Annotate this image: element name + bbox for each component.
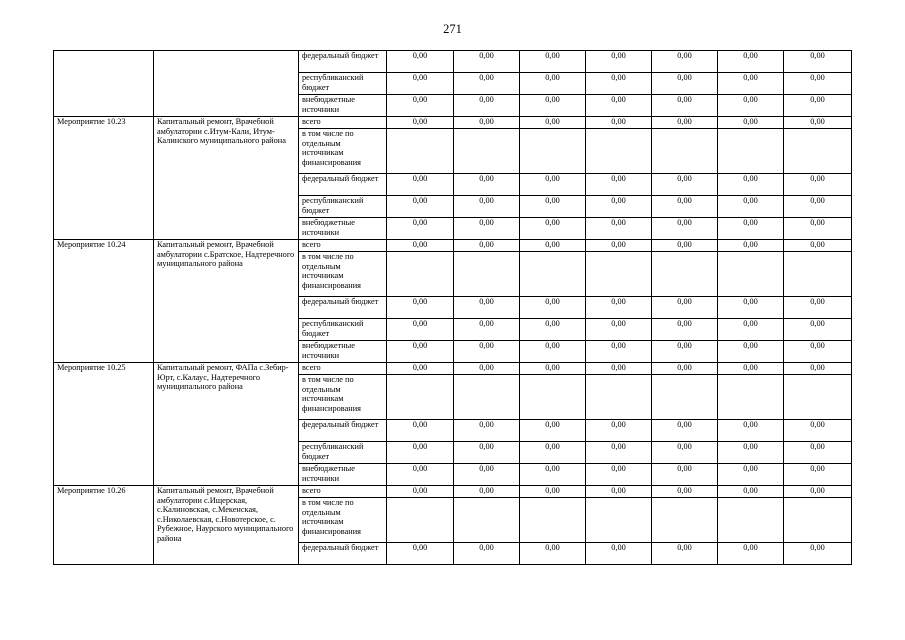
value-cell: 0,00 [784, 73, 852, 95]
value-cell: 0,00 [387, 319, 454, 341]
activity-name-cell: Мероприятие 10.23 [54, 117, 154, 240]
funding-source-cell: всего [299, 363, 387, 375]
value-cell: 0,00 [784, 174, 852, 196]
value-cell: 0,00 [520, 196, 586, 218]
value-cell: 0,00 [652, 341, 718, 363]
value-cell: 0,00 [784, 95, 852, 117]
funding-source-cell: внебюджетные источники [299, 95, 387, 117]
value-cell: 0,00 [586, 95, 652, 117]
activity-name-cell: Мероприятие 10.26 [54, 486, 154, 565]
value-cell: 0,00 [718, 464, 784, 486]
value-cell: 0,00 [652, 73, 718, 95]
value-cell: 0,00 [387, 363, 454, 375]
value-cell: 0,00 [520, 240, 586, 252]
funding-source-cell: республиканский бюджет [299, 442, 387, 464]
value-cell: 0,00 [454, 442, 520, 464]
value-cell [520, 498, 586, 543]
value-cell: 0,00 [652, 95, 718, 117]
value-cell [652, 129, 718, 174]
value-cell: 0,00 [586, 363, 652, 375]
value-cell: 0,00 [652, 117, 718, 129]
value-cell [520, 129, 586, 174]
value-cell: 0,00 [387, 95, 454, 117]
value-cell: 0,00 [387, 297, 454, 319]
value-cell: 0,00 [586, 174, 652, 196]
value-cell: 0,00 [652, 486, 718, 498]
activity-description-cell: Капитальный ремонт, ФАПа с.Зебир-Юрт, с.Калаус, Надтеречного муниципального района [154, 363, 299, 486]
value-cell [520, 375, 586, 420]
table-row [54, 363, 852, 375]
value-cell: 0,00 [718, 95, 784, 117]
value-cell: 0,00 [520, 464, 586, 486]
value-cell [387, 498, 454, 543]
value-cell: 0,00 [520, 363, 586, 375]
value-cell: 0,00 [520, 174, 586, 196]
value-cell: 0,00 [387, 196, 454, 218]
value-cell: 0,00 [387, 73, 454, 95]
value-cell: 0,00 [784, 319, 852, 341]
value-cell: 0,00 [586, 420, 652, 442]
value-cell: 0,00 [784, 363, 852, 375]
value-cell: 0,00 [586, 297, 652, 319]
value-cell [520, 252, 586, 297]
value-cell: 0,00 [454, 543, 520, 565]
funding-source-cell: в том числе по отдельным источникам финансирования [299, 375, 387, 420]
value-cell [586, 252, 652, 297]
value-cell [454, 252, 520, 297]
value-cell: 0,00 [520, 341, 586, 363]
value-cell [652, 375, 718, 420]
funding-source-cell: внебюджетные источники [299, 464, 387, 486]
value-cell: 0,00 [454, 363, 520, 375]
value-cell: 0,00 [652, 319, 718, 341]
value-cell: 0,00 [652, 297, 718, 319]
value-cell: 0,00 [454, 297, 520, 319]
value-cell [586, 129, 652, 174]
value-cell: 0,00 [586, 319, 652, 341]
table-body [54, 51, 852, 565]
value-cell: 0,00 [454, 341, 520, 363]
value-cell [454, 129, 520, 174]
value-cell: 0,00 [387, 420, 454, 442]
table-row [54, 486, 852, 498]
financing-table [53, 50, 852, 565]
value-cell [586, 375, 652, 420]
value-cell: 0,00 [520, 420, 586, 442]
value-cell: 0,00 [586, 196, 652, 218]
value-cell: 0,00 [718, 117, 784, 129]
value-cell: 0,00 [387, 543, 454, 565]
value-cell: 0,00 [652, 218, 718, 240]
activity-description-cell: Капитальный ремонт, Врачебной амбулатории с.Ищерская, с.Калиновская, с.Мекенская, с.Николаевская, с.Новотерское, с. Рубежное, Наурского муниципального района [154, 486, 299, 565]
value-cell: 0,00 [718, 174, 784, 196]
value-cell: 0,00 [718, 543, 784, 565]
value-cell: 0,00 [784, 218, 852, 240]
funding-source-cell: внебюджетные источники [299, 341, 387, 363]
funding-source-cell: федеральный бюджет [299, 543, 387, 565]
value-cell: 0,00 [520, 486, 586, 498]
value-cell: 0,00 [454, 486, 520, 498]
value-cell [718, 498, 784, 543]
value-cell: 0,00 [784, 240, 852, 252]
value-cell: 0,00 [784, 420, 852, 442]
funding-source-cell: федеральный бюджет [299, 51, 387, 73]
value-cell: 0,00 [718, 442, 784, 464]
value-cell: 0,00 [387, 174, 454, 196]
value-cell: 0,00 [784, 543, 852, 565]
funding-source-cell: в том числе по отдельным источникам финансирования [299, 129, 387, 174]
value-cell [784, 375, 852, 420]
activity-description-cell [154, 51, 299, 117]
value-cell [387, 375, 454, 420]
value-cell: 0,00 [520, 319, 586, 341]
value-cell [387, 129, 454, 174]
value-cell: 0,00 [718, 319, 784, 341]
table-row [54, 117, 852, 129]
funding-source-cell: в том числе по отдельным источникам финансирования [299, 252, 387, 297]
value-cell: 0,00 [586, 117, 652, 129]
funding-source-cell: республиканский бюджет [299, 319, 387, 341]
value-cell: 0,00 [784, 341, 852, 363]
value-cell [718, 252, 784, 297]
activity-description-cell: Капитальный ремонт, Врачебной амбулатории с.Итум-Кали, Итум-Калинского муниципального района [154, 117, 299, 240]
value-cell: 0,00 [454, 196, 520, 218]
value-cell: 0,00 [586, 442, 652, 464]
funding-source-cell: всего [299, 486, 387, 498]
funding-source-cell: всего [299, 240, 387, 252]
value-cell: 0,00 [718, 420, 784, 442]
value-cell: 0,00 [454, 240, 520, 252]
value-cell: 0,00 [718, 51, 784, 73]
value-cell: 0,00 [520, 51, 586, 73]
value-cell [652, 252, 718, 297]
activity-name-cell [54, 51, 154, 117]
value-cell: 0,00 [454, 319, 520, 341]
funding-source-cell: республиканский бюджет [299, 196, 387, 218]
value-cell: 0,00 [454, 73, 520, 95]
value-cell: 0,00 [586, 240, 652, 252]
value-cell [454, 375, 520, 420]
value-cell: 0,00 [652, 464, 718, 486]
value-cell: 0,00 [784, 297, 852, 319]
value-cell: 0,00 [718, 297, 784, 319]
value-cell: 0,00 [718, 73, 784, 95]
value-cell: 0,00 [520, 95, 586, 117]
value-cell: 0,00 [718, 218, 784, 240]
table-row [54, 240, 852, 252]
value-cell: 0,00 [454, 174, 520, 196]
value-cell: 0,00 [652, 363, 718, 375]
value-cell: 0,00 [652, 196, 718, 218]
value-cell: 0,00 [718, 341, 784, 363]
value-cell: 0,00 [652, 442, 718, 464]
funding-source-cell: всего [299, 117, 387, 129]
value-cell: 0,00 [454, 464, 520, 486]
value-cell: 0,00 [454, 218, 520, 240]
value-cell: 0,00 [586, 341, 652, 363]
funding-source-cell: республиканский бюджет [299, 73, 387, 95]
funding-source-cell: федеральный бюджет [299, 174, 387, 196]
value-cell: 0,00 [520, 442, 586, 464]
value-cell: 0,00 [454, 95, 520, 117]
value-cell [586, 498, 652, 543]
value-cell [784, 129, 852, 174]
value-cell: 0,00 [586, 543, 652, 565]
value-cell: 0,00 [520, 543, 586, 565]
value-cell: 0,00 [652, 543, 718, 565]
value-cell: 0,00 [718, 363, 784, 375]
value-cell [718, 375, 784, 420]
value-cell: 0,00 [652, 420, 718, 442]
value-cell: 0,00 [784, 51, 852, 73]
value-cell [784, 498, 852, 543]
value-cell: 0,00 [586, 73, 652, 95]
value-cell: 0,00 [652, 51, 718, 73]
value-cell: 0,00 [652, 240, 718, 252]
value-cell: 0,00 [387, 341, 454, 363]
activity-name-cell: Мероприятие 10.25 [54, 363, 154, 486]
value-cell: 0,00 [520, 218, 586, 240]
value-cell: 0,00 [586, 464, 652, 486]
value-cell: 0,00 [784, 196, 852, 218]
value-cell: 0,00 [784, 486, 852, 498]
value-cell: 0,00 [454, 51, 520, 73]
value-cell: 0,00 [652, 174, 718, 196]
value-cell: 0,00 [718, 240, 784, 252]
value-cell: 0,00 [454, 117, 520, 129]
value-cell: 0,00 [520, 73, 586, 95]
value-cell: 0,00 [387, 117, 454, 129]
value-cell: 0,00 [718, 196, 784, 218]
funding-source-cell: федеральный бюджет [299, 420, 387, 442]
value-cell: 0,00 [387, 51, 454, 73]
value-cell [387, 252, 454, 297]
value-cell: 0,00 [586, 218, 652, 240]
value-cell: 0,00 [387, 486, 454, 498]
funding-source-cell: федеральный бюджет [299, 297, 387, 319]
funding-source-cell: в том числе по отдельным источникам финансирования [299, 498, 387, 543]
activity-description-cell: Капитальный ремонт, Врачебной амбулатории с.Братское, Надтеречного муниципального района [154, 240, 299, 363]
funding-source-cell: внебюджетные источники [299, 218, 387, 240]
value-cell: 0,00 [718, 486, 784, 498]
value-cell [454, 498, 520, 543]
value-cell: 0,00 [520, 297, 586, 319]
value-cell: 0,00 [387, 218, 454, 240]
value-cell [652, 498, 718, 543]
value-cell: 0,00 [387, 464, 454, 486]
value-cell: 0,00 [387, 442, 454, 464]
value-cell [784, 252, 852, 297]
page-number: 271 [443, 22, 462, 36]
value-cell: 0,00 [387, 240, 454, 252]
value-cell: 0,00 [454, 420, 520, 442]
activity-name-cell: Мероприятие 10.24 [54, 240, 154, 363]
value-cell: 0,00 [784, 464, 852, 486]
value-cell: 0,00 [520, 117, 586, 129]
value-cell: 0,00 [784, 117, 852, 129]
table-row [54, 51, 852, 73]
value-cell: 0,00 [784, 442, 852, 464]
value-cell: 0,00 [586, 486, 652, 498]
value-cell: 0,00 [586, 51, 652, 73]
value-cell [718, 129, 784, 174]
